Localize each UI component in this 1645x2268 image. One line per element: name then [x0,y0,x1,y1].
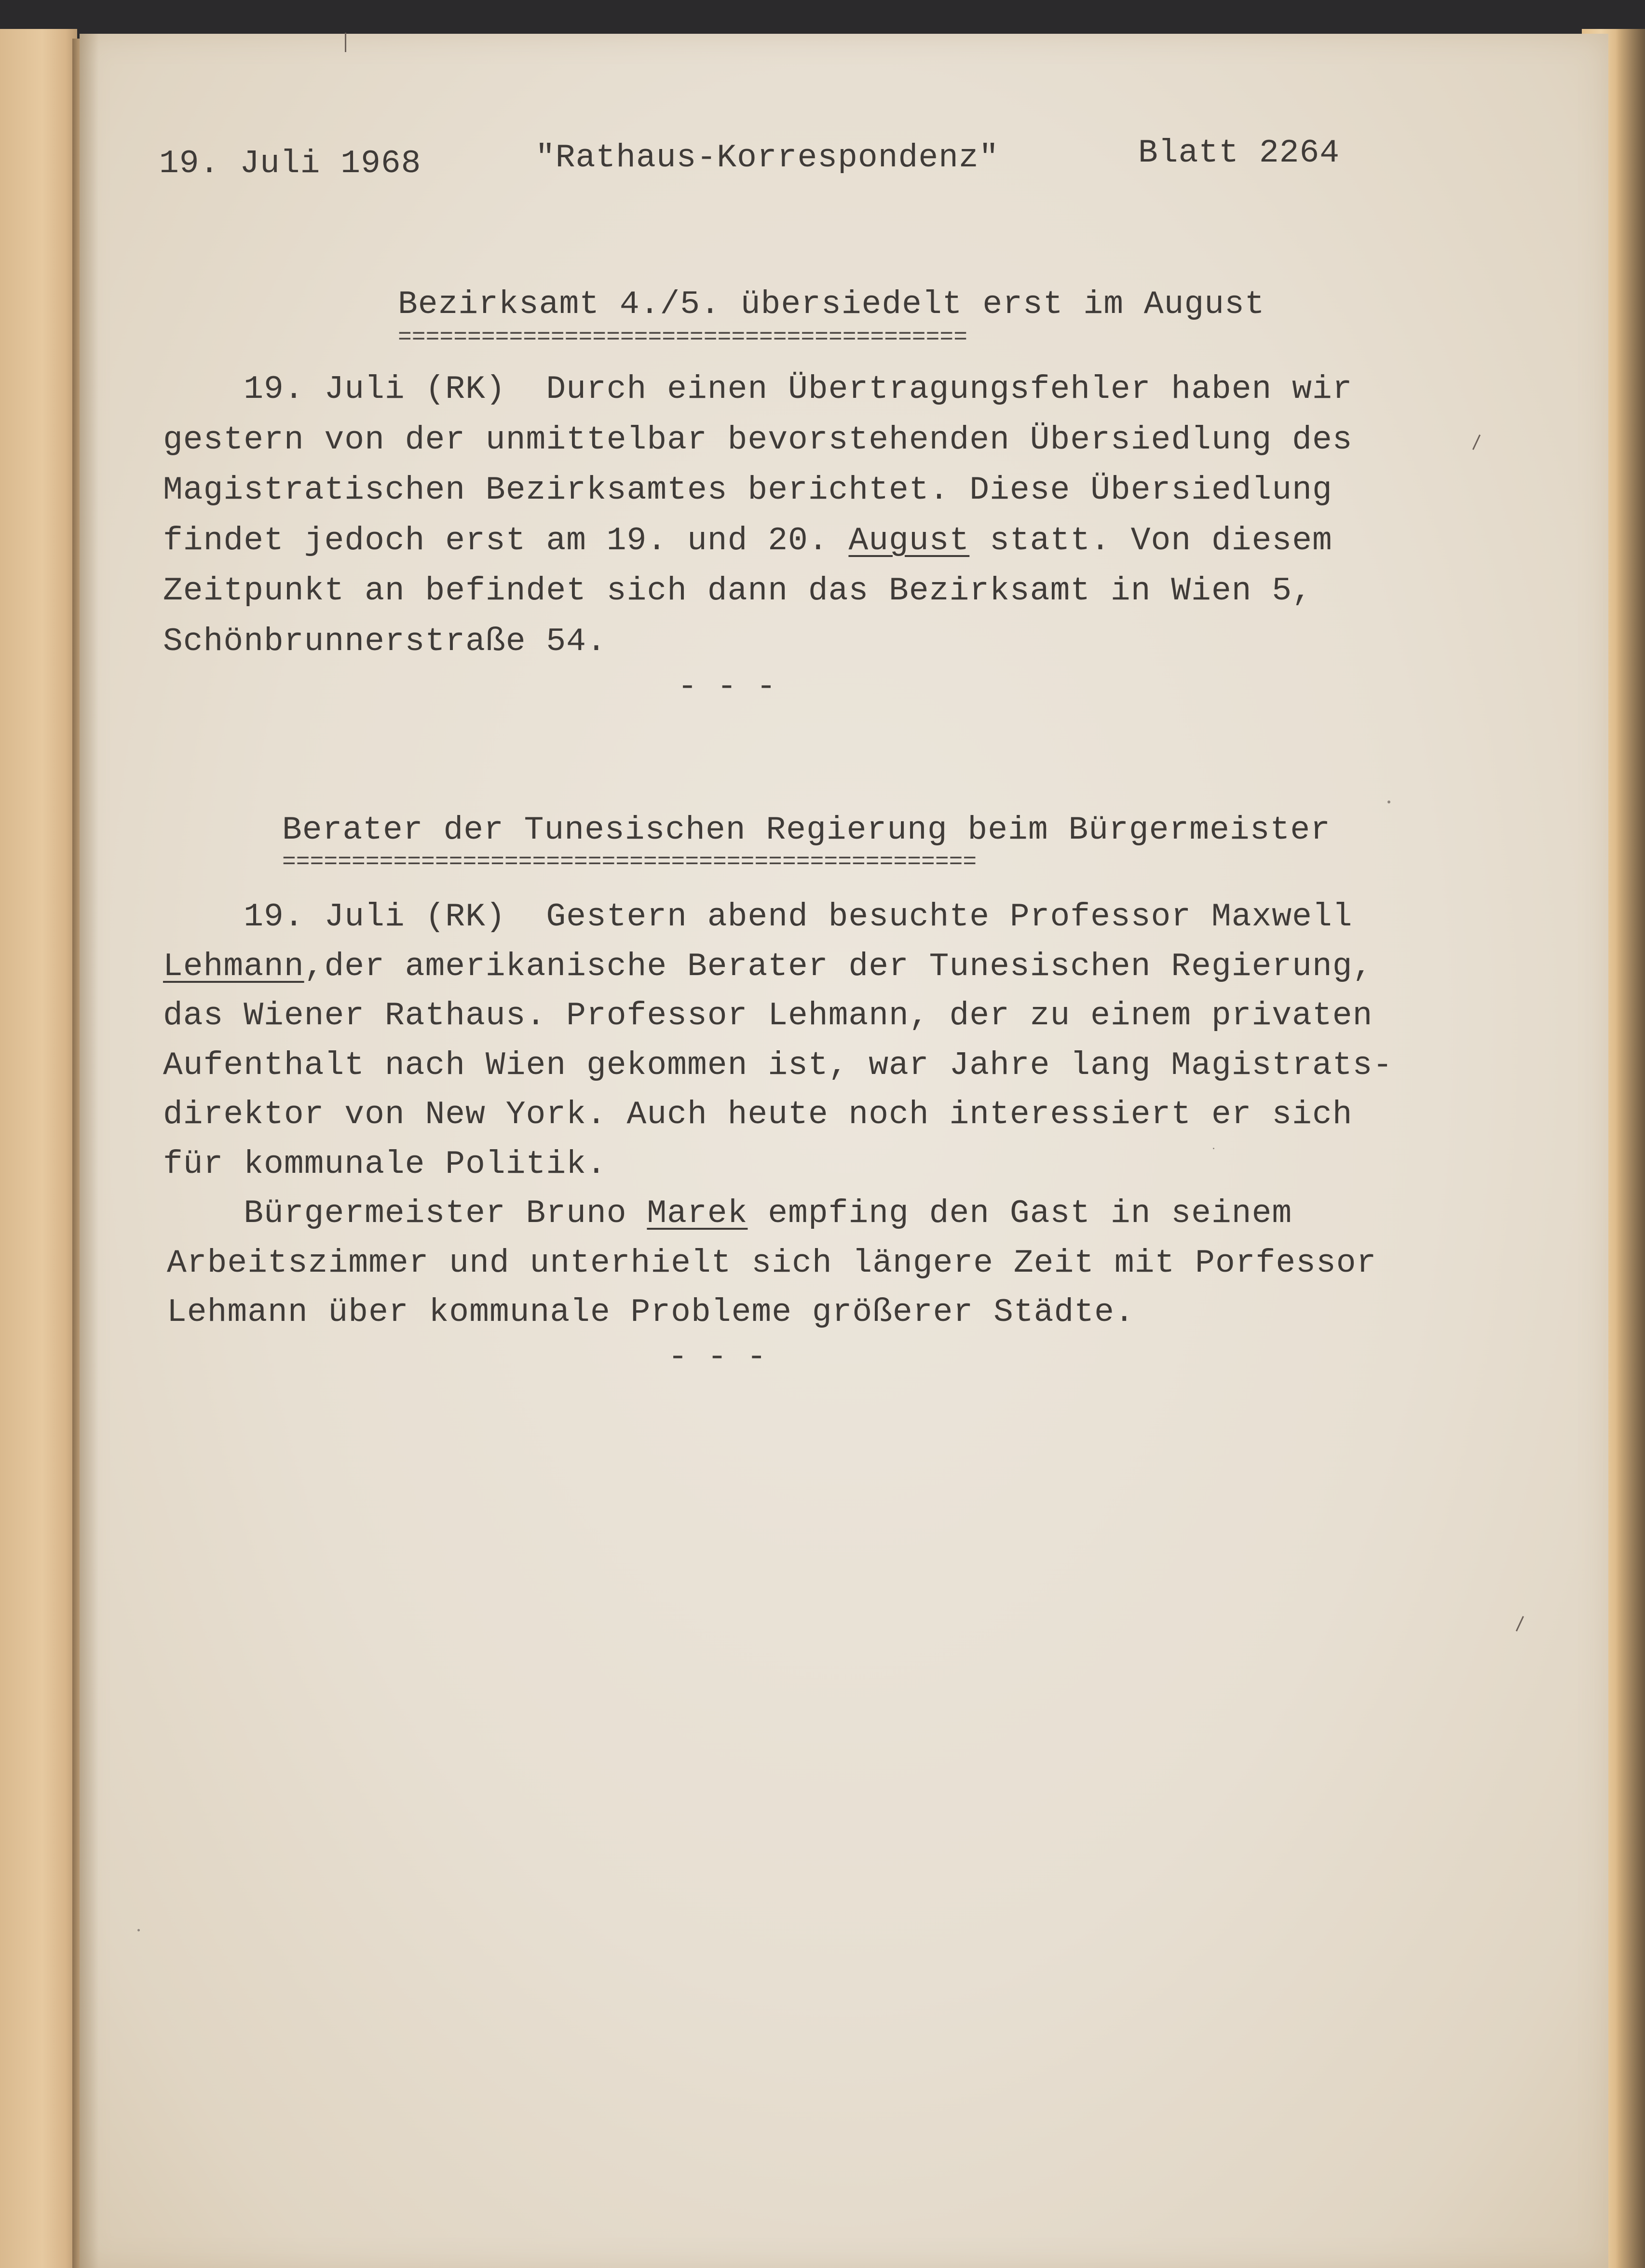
pencil-mark [345,33,346,52]
body-text-segment: findet jedoch erst am 19. und 20. [163,522,849,559]
body-text-segment: statt. Von diesem [969,522,1332,559]
article1-title-rule: ========================================= [398,328,967,347]
body-line [163,416,1353,464]
page-fold-shadow [80,34,99,2268]
paper-speck [1387,801,1390,803]
body-text-segment: Arbeitszimmer und unterhielt sich längere Zeit mit Porfessor [167,1244,1377,1282]
body-line [167,1239,1376,1288]
body-text-segment: Aufenthalt nach Wien gekommen ist, war Jahre lang Magistrats- [163,1046,1393,1084]
body-line [163,466,1332,515]
right-edge-shadow [1616,29,1645,2268]
body-text-segment: das Wiener Rathaus. Professor Lehmann, der zu einem privaten [163,997,1373,1034]
article2-separator: - - - [668,1339,767,1376]
body-text-segment: für kommunale Politik. [163,1145,607,1183]
body-line [163,366,1353,414]
article1-separator: - - - [678,668,776,706]
article2-title: Berater der Tunesischen Regierung beim Bürgermeister [282,812,1331,849]
body-text-segment: ,der amerikanische Berater der Tunesischen Regierung, [304,948,1373,985]
body-line [163,1141,607,1189]
body-text-segment: Bürgermeister Bruno [163,1195,647,1232]
body-line [163,567,1312,615]
body-line [163,1190,1292,1238]
underlined-word: Lehmann [163,948,304,985]
underlined-word: Marek [647,1195,748,1232]
article1-title: Bezirksamt 4./5. übersiedelt erst im August [398,286,1265,323]
body-text-segment: 19. Juli (RK) Durch einen Übertragungsfehler haben wir [163,371,1353,408]
body-line [167,1289,1135,1337]
body-line [163,1042,1393,1090]
body-text-segment: Schönbrunnerstraße 54. [163,623,607,660]
body-text-segment: empfing den Gast in seinem [748,1195,1292,1232]
left-page-edge [0,29,77,2268]
underlined-word: August [848,522,970,559]
body-text-segment: direktor von New York. Auch heute noch interessiert er sich [163,1096,1353,1133]
body-line [163,893,1353,941]
body-text-segment: 19. Juli (RK) Gestern abend besuchte Professor Maxwell [163,898,1353,936]
paper-speck [137,1929,140,1931]
body-line [163,517,1332,565]
body-line [163,1091,1353,1139]
body-text-segment: Zeitpunkt an befindet sich dann das Bezirksamt in Wien 5, [163,572,1312,610]
body-line [163,618,607,666]
header-publication: "Rathaus-Korrespondenz" [535,139,999,177]
article2-title-rule: ================================================== [282,853,977,872]
body-line [163,943,1373,991]
paper-speck [1213,1148,1214,1149]
body-text-segment: gestern von der unmittelbar bevorstehenden Übersiedlung des [163,421,1353,459]
header-sheet-number: Blatt 2264 [1138,135,1340,172]
header-date: 19. Juli 1968 [159,145,421,182]
body-text-segment: Lehmann über kommunale Probleme größerer Städte. [167,1294,1135,1331]
body-line [163,992,1373,1040]
body-text-segment: Magistratischen Bezirksamtes berichtet. Diese Übersiedlung [163,472,1332,509]
